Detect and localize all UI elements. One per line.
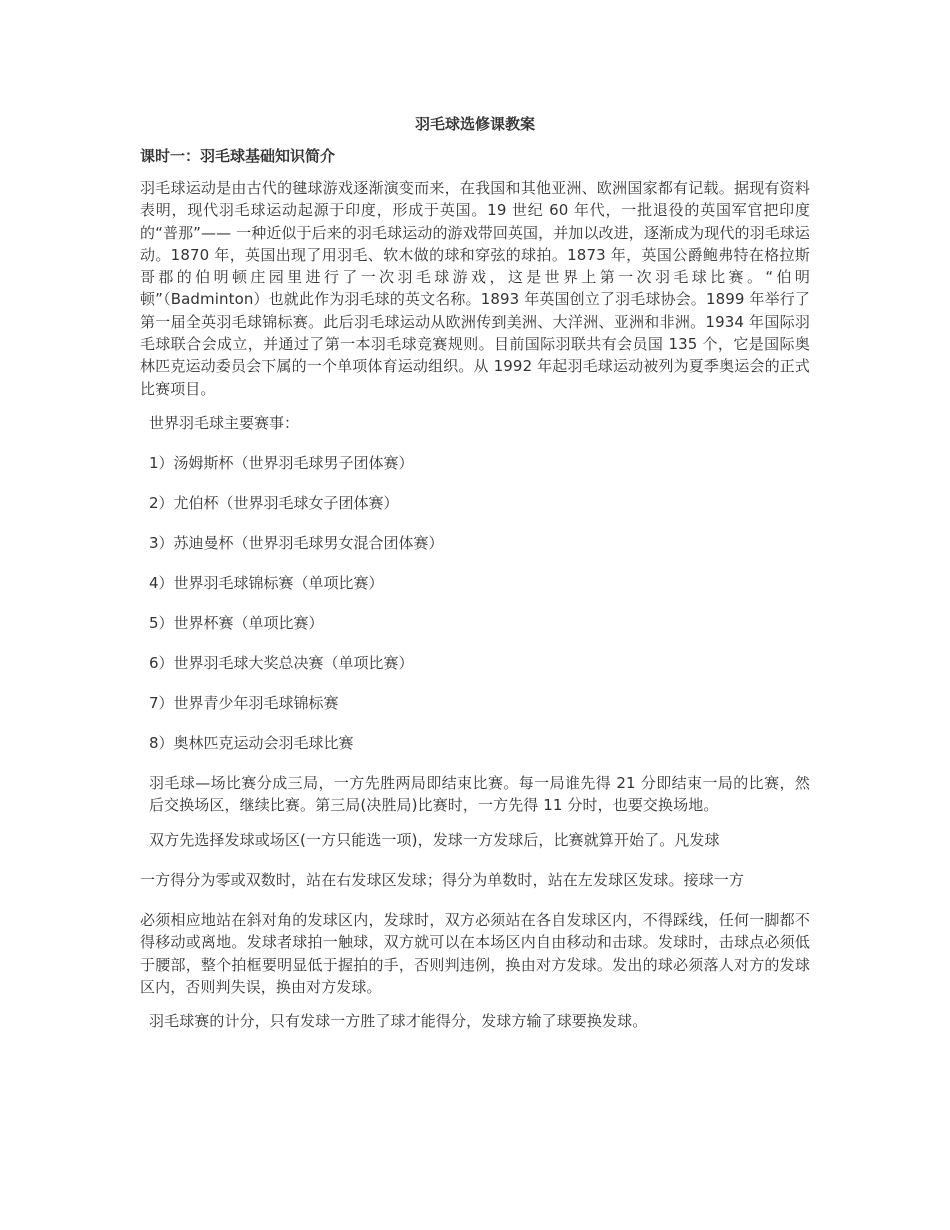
event-item-2: 2）尤伯杯（世界羽毛球女子团体赛） (149, 493, 399, 512)
match-rules-paragraph: 羽毛球—场比赛分成三局，一方先胜两局即结束比赛。每一局谁先得 21 分即结束一局的比赛，然后交换场区，继续比赛。第三局(决胜局)比赛时，一方先得 11 分时，也要交换场地。 (149, 773, 810, 815)
intro-paragraph: 羽毛球运动是由古代的毽球游戏逐渐演变而来，在我国和其他亚洲、欧洲国家都有记载。据现有资料表明，现代羽毛球运动起源于印度，形成于英国。19 世纪 60 年代，一批退役的英国军官把印度的“普那”—— 一种近似于后来的羽毛球运动的游戏带回英国，并加以改进，逐渐成为现代的羽毛球运动。1870 年，英国出现了用羽毛、软木做的球和穿弦的球拍。1873 年，英国公爵鲍弗特在格拉斯哥郡的伯明顿庄园里进行了一次羽毛球游戏，这是世界上第一次羽毛球比赛。“伯明顿”（Badminton）也就此作为羽毛球的英文名称。1893 年英国创立了羽毛球协会。1899 年举行了第一届全英羽毛球锦标赛。此后羽毛球运动从欧洲传到美洲、大洋洲、亚洲和非洲。1934 年国际羽毛球联合会成立，并通过了第一本羽毛球竞赛规则。目前国际羽联共有会员国 135 个，它是国际奥林匹克运动委员会下属的一个单项体育运动组织。从 1992 年起羽毛球运动被列为夏季奥运会的正式比赛项目。 (140, 179, 810, 398)
event-item-5: 5）世界杯赛（单项比赛） (149, 613, 324, 632)
serve-rules-paragraph: 必须相应地站在斜对角的发球区内，发球时，双方必须站在各自发球区内，不得踩线，任何一脚都不得移动或离地。发球者球拍一触球，双方就可以在本场区内自由移动和击球。发球时，击球点必须低于腰部，整个拍框要明显低于握拍的手，否则判违例，换由对方发球。发出的球必须落人对方的发球区内，否则判失误，换由对方发球。 (140, 911, 810, 997)
event-item-8: 8）奥林匹克运动会羽毛球比赛 (149, 733, 354, 752)
event-item-1: 1）汤姆斯杯（世界羽毛球男子团体赛） (149, 453, 414, 472)
serve-rules-line-2: 一方得分为零或双数时，站在右发球区发球；得分为单数时，站在左发球区发球。接球一方 (140, 870, 745, 889)
event-item-4: 4）世界羽毛球锦标赛（单项比赛） (149, 573, 384, 592)
event-item-3: 3）苏迪曼杯（世界羽毛球男女混合团体赛） (149, 533, 444, 552)
event-item-7: 7）世界青少年羽毛球锦标赛 (149, 693, 339, 712)
scoring-paragraph: 羽毛球赛的计分，只有发球一方胜了球才能得分，发球方输了球要换发球。 (149, 1012, 648, 1031)
serve-rules-line-1: 双方先选择发球或场区(一方只能选一项)，发球一方发球后，比赛就算开始了。凡发球 (149, 830, 720, 849)
document-title: 羽毛球选修课教案 (414, 115, 535, 133)
events-heading: 世界羽毛球主要赛事： (149, 413, 300, 432)
section-heading: 课时一：羽毛球基础知识简介 (140, 147, 336, 165)
event-item-6: 6）世界羽毛球大奖总决赛（单项比赛） (149, 653, 414, 672)
